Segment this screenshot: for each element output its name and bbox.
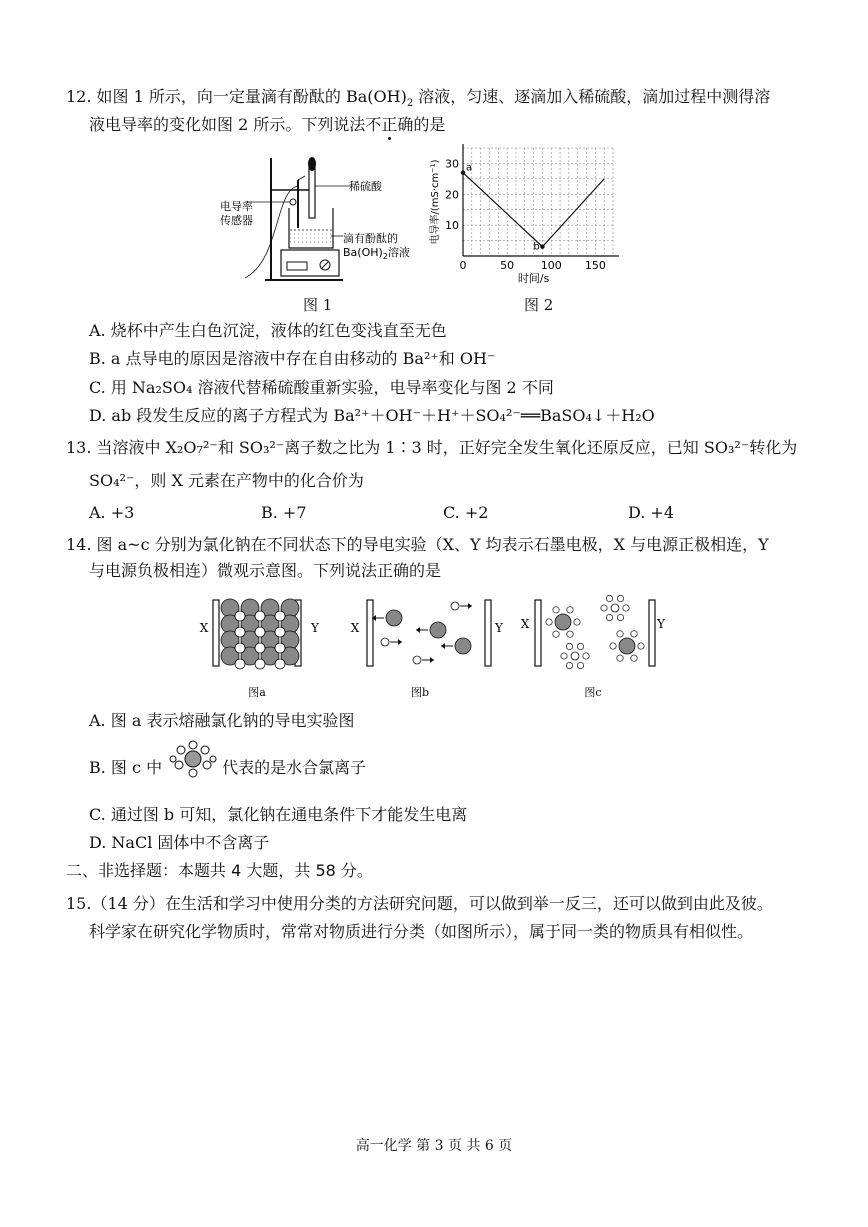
q12-line2: 液电导率的变化如图 2 所示。下列说法不正确的是 — [89, 115, 446, 134]
emphasis-text: 不正确 — [365, 115, 414, 134]
sodium-ion — [235, 627, 245, 637]
sodium-ion — [275, 643, 285, 653]
electrode-x-label: X — [350, 621, 360, 635]
arrowhead — [468, 603, 472, 609]
q14-option-c: C. 通过图 b 可知，氯化钠在通电条件下才能发生电离 — [89, 805, 468, 824]
figure-1-caption: 图 1 — [303, 296, 333, 314]
sodium-ion — [275, 611, 285, 621]
electrode — [213, 600, 219, 666]
label-acid: 稀硫酸 — [349, 180, 382, 193]
electrode — [485, 600, 491, 666]
electrode — [649, 600, 655, 666]
electrode-x-label: X — [199, 621, 209, 635]
label-solution-2: $Ba(OH)_2$溶液 — [343, 246, 410, 261]
q14-option-d: D. NaCl 固体中不含离子 — [89, 833, 270, 852]
x-tick-label: 50 — [500, 259, 515, 272]
x-tick-label: 100 — [540, 259, 562, 272]
electrode-y-label: Y — [657, 617, 665, 631]
sodium-ion — [255, 627, 265, 637]
chloride-ion — [455, 638, 471, 654]
y-axis-label: 电导率/(mS·cm⁻¹) — [430, 159, 441, 245]
label-solution-1: 滴有酚酞的 — [343, 232, 398, 245]
sodium-ion — [255, 643, 265, 653]
sodium-ion — [275, 659, 285, 669]
y-tick-label: 20 — [445, 188, 459, 202]
q12-option-a: A. 烧杯中产生白色沉淀，液体的红色变浅直至无色 — [89, 321, 447, 340]
hydrated-ion — [610, 631, 644, 662]
hydrated-ion — [561, 643, 589, 668]
figure-a-caption: 图a — [248, 686, 266, 699]
q12-option-b: B. a 点导电的原因是溶液中存在自由移动的 Ba²⁺和 OH⁻ — [89, 349, 496, 368]
electrode-y-label: Y — [495, 621, 503, 635]
point-a-label: a — [466, 162, 473, 174]
figure-2-caption: 图 2 — [524, 296, 554, 314]
sodium-ion — [451, 602, 459, 610]
x-tick-label: 0 — [459, 259, 467, 272]
q14-line1: 14. 图 a~c 分别为氯化钠在不同状态下的导电实验（X、Y 均表示石墨电极，X 与电源正极相连，Y — [66, 535, 769, 554]
q13-option-b: B. +7 — [261, 503, 307, 522]
chloride-ion — [386, 610, 402, 626]
section-heading: 二、非选择题：本题共 4 大题，共 58 分。 — [66, 861, 373, 880]
q13-option-c: C. +2 — [443, 503, 489, 522]
electrode — [367, 600, 373, 666]
q13-option-d: D. +4 — [628, 503, 675, 522]
sodium-ion — [255, 611, 265, 621]
page-footer: 高一化学 第 3 页 共 6 页 — [355, 1138, 513, 1154]
figure-1-apparatus — [215, 150, 425, 290]
hydrated-ion — [601, 595, 629, 620]
q14-option-a: A. 图 a 表示熔融氯化钠的导电实验图 — [89, 711, 355, 730]
sodium-ion — [235, 643, 245, 653]
sodium-ion — [381, 638, 389, 646]
q14-line2: 与电源负极相连）微观示意图。下列说法正确的是 — [89, 561, 442, 580]
x-tick-label: 150 — [584, 259, 606, 272]
hydrated-ion-icon — [168, 740, 218, 778]
q14-option-b: B. 图 c 中 代表的是水合氯离子 — [89, 757, 366, 779]
q12-line1: 12. 如图 1 所示，向一定量滴有酚酞的 $Ba(OH)_2$ 溶液，匀速、逐滴加入稀硫酸，滴加过程中测得溶 — [66, 87, 771, 110]
electrode-y-label: Y — [311, 621, 319, 635]
y-tick-label: 10 — [445, 219, 459, 233]
electrode — [535, 600, 541, 666]
sodium-ion — [255, 659, 265, 669]
arrowhead — [398, 639, 402, 645]
hydrated-ion — [546, 607, 580, 638]
figure-c-caption: 图c — [584, 686, 602, 699]
q15-line1: 15.（14 分）在生活和学习中使用分类的方法研究问题，可以做到举一反三，还可以做到由此及彼。 — [66, 894, 773, 913]
q13-line1: 13. 当溶液中 X₂O₇²⁻和 SO₃²⁻离子数之比为 1∶3 时，正好完全发生氧化还原反应，已知 SO₃²⁻转化为 — [66, 438, 798, 457]
sodium-ion — [235, 659, 245, 669]
y-tick-label: 30 — [445, 157, 459, 171]
q12-option-c: C. 用 Na₂SO₄ 溶液代替稀硫酸重新实验，电导率变化与图 2 不同 — [89, 378, 554, 397]
q15-line2: 科学家在研究化学物质时，常常对物质进行分类（如图所示），属于同一类的物质具有相似性。 — [89, 922, 754, 941]
sodium-ion — [413, 656, 421, 664]
figure-14-diagrams — [195, 588, 675, 703]
arrowhead — [441, 643, 445, 649]
figure-2-chart — [425, 142, 625, 288]
sodium-ion — [275, 627, 285, 637]
x-axis-label: 时间/s — [517, 272, 550, 285]
q13-line2: SO₄²⁻，则 X 元素在产物中的化合价为 — [89, 471, 364, 490]
label-sensor-2: 传感器 — [220, 214, 253, 227]
point-b-label: b — [533, 241, 540, 253]
data-point — [461, 170, 465, 174]
arrowhead — [416, 627, 420, 633]
q12-option-d: D. ab 段发生反应的离子方程式为 Ba²⁺＋OH⁻＋H⁺＋SO₄²⁻══BaSO₄↓＋H₂O — [89, 406, 655, 425]
sodium-ion — [235, 611, 245, 621]
electrode-x-label: X — [520, 617, 530, 631]
figure-b-caption: 图b — [410, 686, 430, 699]
q13-option-a: A. +3 — [89, 503, 135, 522]
data-point — [540, 245, 544, 249]
label-sensor-1: 电导率 — [220, 200, 253, 213]
arrowhead — [430, 657, 434, 663]
chloride-ion — [430, 622, 446, 638]
